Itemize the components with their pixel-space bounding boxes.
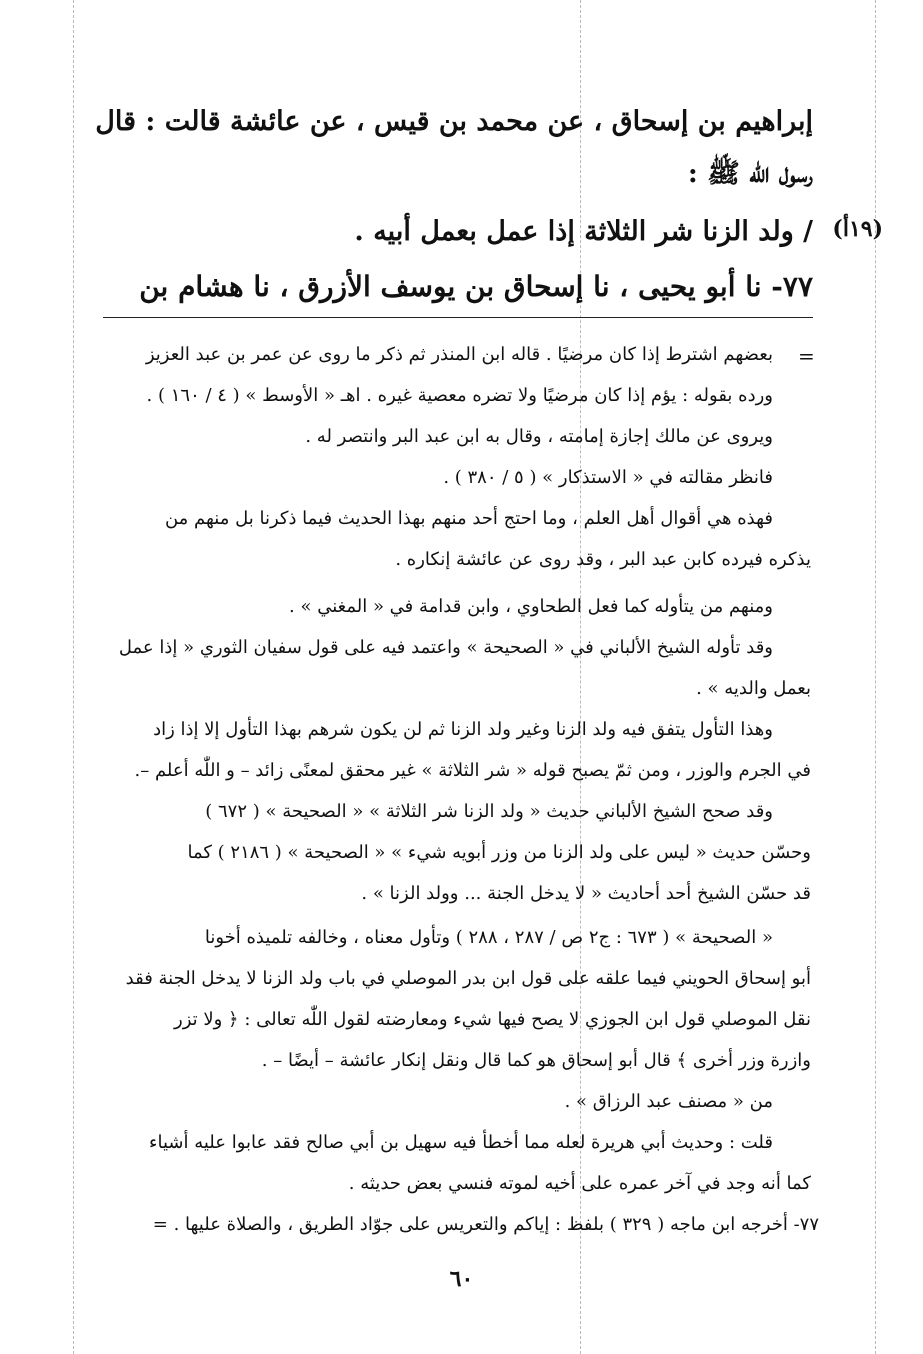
page-number: ٦٠ — [449, 1266, 474, 1292]
footnote-line: وقد تأوله الشيخ الألباني في « الصحيحة » واعتمد فيه على قول سفيان الثوري « إذا عمل — [118, 637, 773, 658]
footnote-line: « الصحيحة » ( ٦٧٣ : ج٢ ص / ٢٨٧ ، ٢٨٨ ) وتأول معناه ، وخالفه تلميذه أخونا — [204, 927, 773, 948]
hadith-text: / ولد الزنا شر الثلاثة إذا عمل بعمل أبيه . — [354, 216, 813, 247]
footnote-line: بعمل والديه » . — [696, 678, 811, 699]
footnote-line: قلت : وحديث أبي هريرة لعله مما أخطأ فيه سهيل بن أبي صالح فقد عابوا عليه أشياء — [149, 1132, 773, 1153]
footnote-line: أبو إسحاق الحويني فيما علقه على قول ابن بدر الموصلي في باب ولد الزنا لا يدخل الجنة فقد — [125, 968, 811, 989]
footnote-line: ويروى عن مالك إجازة إمامته ، وقال به ابن عبد البر وانتصر له . — [305, 426, 773, 447]
footnote-line: من « مصنف عبد الرزاق » . — [564, 1091, 773, 1112]
footnote-line: كما أنه وجد في آخر عمره على أخيه لموته فنسي بعض حديثه . — [348, 1173, 811, 1194]
footnote-line: في الجرم والوزر ، ومن ثمّ يصبح قوله « شر الثلاثة » غير محقق لمعنًى زائد – و اللّٰه أعلم –. — [134, 760, 811, 781]
footnote-line: بعضهم اشترط إذا كان مرضيًا . قاله ابن المنذر ثم ذكر ما روى عن عمر بن عبد العزيز — [145, 344, 773, 365]
footnote-line: فهذه هي أقوال أهل العلم ، وما احتج أحد منهم بهذا الحديث فيما ذكرنا بل منهم من — [164, 508, 773, 529]
hadith-marker: (١٩أ) — [832, 216, 883, 242]
footnote-line: قد حسّن الشيخ أحد أحاديث « لا يدخل الجنة ... وولد الزنا » . — [361, 883, 811, 904]
footnote-separator — [103, 317, 813, 318]
footnote-line: يذكره فيرده كابن عبد البر ، وقد روى عن عائشة إنكاره . — [395, 549, 811, 570]
main-text-line-2: رسول اللّٰه ﷺ : — [687, 158, 813, 189]
footnote-continuation-mark: = — [798, 344, 815, 368]
footnote-line: نقل الموصلي قول ابن الجوزي لا يصح فيها شيء ومعارضته لقول اللّٰه تعالى : ﴿ ولا تزر — [174, 1009, 811, 1030]
footnote-line: ومنهم من يتأوله كما فعل الطحاوي ، وابن قدامة في « المغني » . — [289, 596, 773, 617]
footnote-line: وازرة وزر أخرى ﴾ قال أبو إسحاق هو كما قال ونقل إنكار عائشة – أيضًا – . — [261, 1050, 811, 1071]
footnote-line: وهذا التأول يتفق فيه ولد الزنا وغير ولد الزنا ثم لن يكون شرهم بهذا التأول إلا إذا زاد — [153, 719, 773, 740]
footnote-line: وقد صحح الشيخ الألباني حديث « ولد الزنا شر الثلاثة » « الصحيحة » ( ٦٧٢ ) — [205, 801, 773, 822]
main-text-line-1: إبراهيم بن إسحاق ، عن محمد بن قيس ، عن عائشة قالت : قال — [95, 106, 813, 137]
next-hadith-heading: ٧٧- نا أبو يحيى ، نا إسحاق بن يوسف الأزرق ، نا هشام بن — [139, 270, 813, 303]
footnote-line: ورده بقوله : يؤم إذا كان مرضيًا ولا تضره معصية غيره . اهـ « الأوسط » ( ٤ / ١٦٠ ) . — [146, 385, 773, 406]
footnote-line: فانظر مقالته في « الاستذكار » ( ٥ / ٣٨٠ ) . — [443, 467, 773, 488]
footnote-line: ٧٧- أخرجه ابن ماجه ( ٣٢٩ ) بلفظ : إياكم والتعريس على جوّاد الطريق ، والصلاة عليها . = — [152, 1214, 819, 1235]
footnote-line: وحسّن حديث « ليس على ولد الزنا من وزر أبويه شيء » « الصحيحة » ( ٢١٨٦ ) كما — [187, 842, 811, 863]
